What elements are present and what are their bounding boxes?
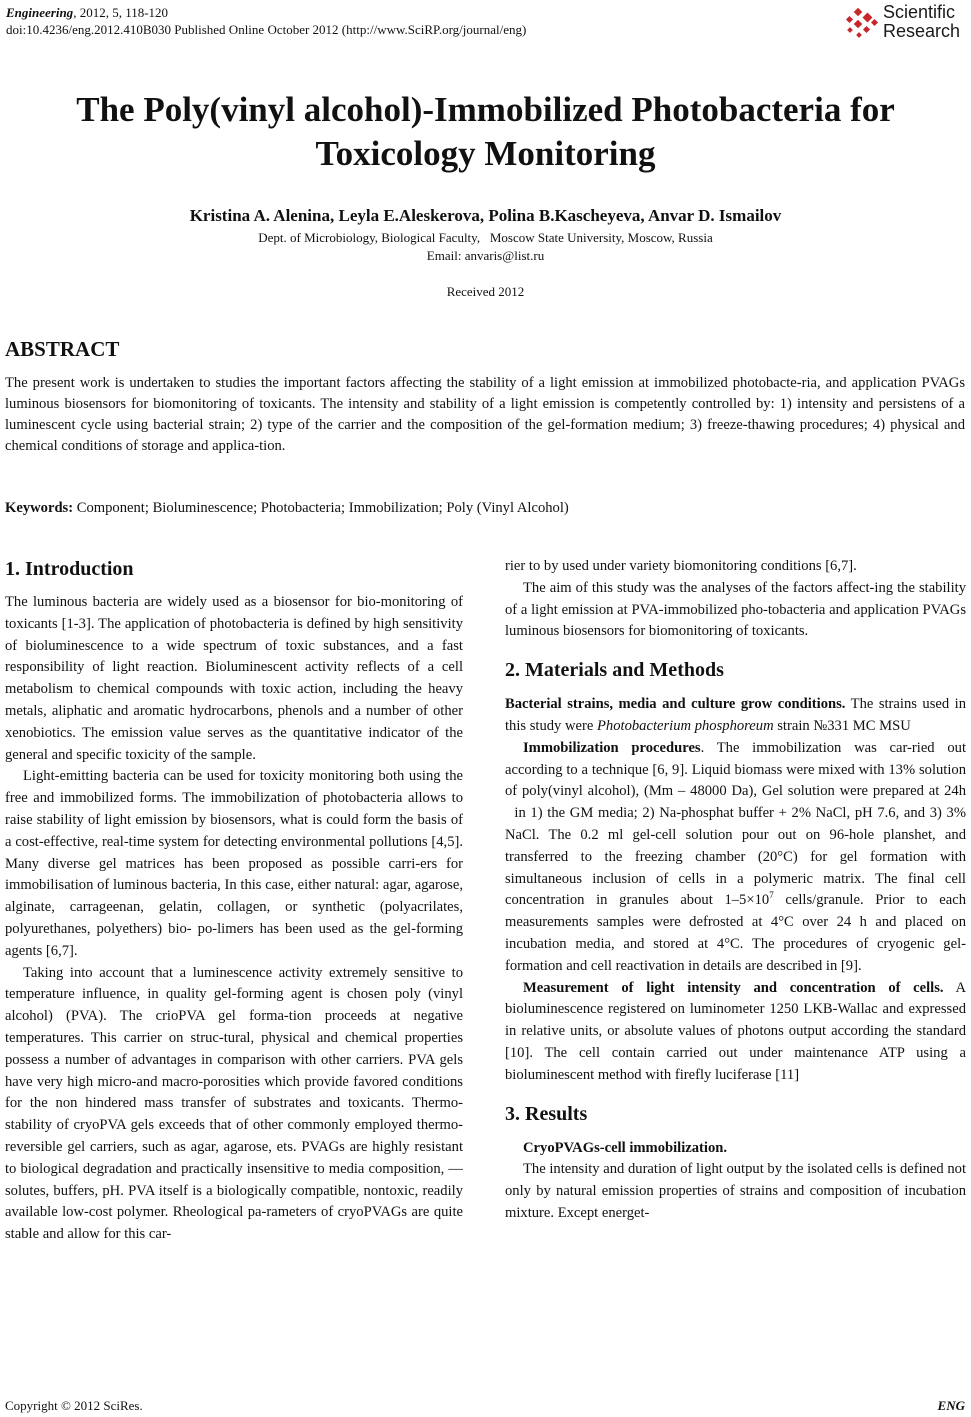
scientific-research-logo	[843, 2, 967, 42]
methods-strains	[505, 694, 966, 738]
logo-dots-icon	[843, 5, 881, 41]
methods-strains-bold: Bacterial strains, media and culture grow conditions.	[505, 696, 846, 713]
methods-immobilization-bold: Immobilization procedures	[523, 739, 701, 756]
journal-name: Engineering	[6, 5, 74, 20]
methods-heading: 2. Materials and Methods	[505, 659, 724, 682]
methods-strains-text: The strains used in this study were	[505, 696, 966, 734]
page-footer	[5, 1398, 965, 1414]
logo-line-1: Scientific	[883, 2, 956, 22]
received-date: Received 2012	[446, 284, 525, 299]
results-subheading-text: CryoPVAGs-cell immobilization.	[523, 1139, 728, 1156]
paper-title	[0, 88, 971, 176]
doi-line: doi:10.4236/eng.2012.410B030 Published Online October 2012 (http://www.SciRP.org/journal/eng)	[6, 22, 527, 37]
affiliation-block	[0, 229, 971, 265]
logo-line-2: Research	[883, 21, 961, 41]
title-line-2: Toxicology Monitoring	[315, 134, 656, 173]
footer-journal-abbr: ENG	[937, 1398, 965, 1413]
right-column	[505, 556, 966, 1225]
intro-paragraph-1: The luminous bacteria are widely used as a biosensor for bio-monitoring of toxicants [1-3]. The application of photobacteria is defined by high sensitivity of bioluminescence to a wide spectrum of toxic substances, and a fast responsibility of light reaction. Bioluminescent activity reflects of a cell metabolism to chemical compounds with toxic action, including the heavy metals, aliphatic and aromatic hydrocarbons, phenols and a number of other xenobiotics. The emission value serves as the quantitative indicator of the general and specific toxicity of the sample.	[5, 594, 463, 763]
copyright: Copyright © 2012 SciRes.	[5, 1398, 143, 1413]
intro-paragraph-3: Taking into account that a luminescence activity extremely sensitive to temperature influence, in quality gel-forming agent is chosen poly (vinyl alcohol) (PVA). The crioPVA gel forma-tion proceeds at negative temperatures. This carrier on struc-tural, physical and chemical properties possess a number of advantages in comparison with other carriers. PVA gels have very high micro-and macro-porosities which provide favored conditions for the non hindered mass transfer of substrates and toxicants. Thermo-stability of cryoPVA gels exceeds that of other commonly employed thermo-reversible gel carriers, such as agar, agarose, ets. PVAGs are highly resistant to biological degradation and practically insensitive to media composition, — solutes, buffers, pH. PVA itself is a biologically compatible, nontoxic, readily available low-cost polymer. Rheological pa-rameters of cryoPVAGs are quite stable and allow for this car-	[5, 964, 463, 1243]
methods-immobilization-text: . The immobilization was car-ried out according to a technique [6, 9]. Liquid biomass were mixed with 13% solution of poly(vinyl alcohol), (Mm – 48000 Da), Gel solution were prepared at 24h in 1) the GM media; 2) Na-phosphat buffer + 2% NaCl, pH 7.6, and 3) 3% NaCl. The 0.2 ml gel-cell solution pour out on 96-hole planshet, and transferred to the freezing chamber (20°C) for gel formation with simultaneous inclusion of cells in a polymeric matrix. The final cell concentration in granules about 1–5×10	[505, 739, 966, 909]
species-name: Photobacterium phosphoreum	[597, 717, 774, 734]
abstract-text: The present work is undertaken to studies the important factors affecting the stability of a light emission at immobilized photobacte-ria, and application PVAGs luminous biosensors for biomonitoring of toxicants. The intensity and stability of a light emission is competently controlled by: 1) intensity and persistens of a luminescent cycle using bacterial strain; 2) type of the carrier and the composition of the gel-formation medium; 3) freeze-thawing procedures; 4) physical and chemical conditions of storage and applica-tion.	[5, 375, 965, 454]
results-paragraph-1: The intensity and duration of light output by the isolated cells is defined not only by natural emission properties of strains and composition of incubation mixture. Except energet-	[505, 1161, 967, 1221]
intro-heading: 1. Introduction	[5, 558, 134, 580]
intro-paragraph-2: Light-emitting bacteria can be used for toxicity monitoring both using the free and immobilized forms. The immobilization of photobacteria allows to raise stability of light emission by biosensors, what is could form the basis of a cost-effective, real-time system for detecting environmental pollutions [4,5]. Many diverse gel matrices has been proposed as possible carri-ers for immobilisation of luminous bacteria, In this case, either natural: agar, agarose, alginate, carrageenan, gelatin, collagen, or synthetic (polyacrilates, polyurethanes, polyethers) bio- po-limers has been used as the gel-forming agents [6,7].	[5, 768, 463, 959]
authors: Kristina A. Alenina, Leyla E.Aleskerova, Polina B.Kascheyeva, Anvar D. Ismailov	[189, 206, 782, 225]
keywords-label: Keywords:	[5, 500, 74, 516]
results-heading: 3. Results	[505, 1102, 588, 1125]
methods-measurement	[505, 978, 966, 1087]
intro-paragraph-4: The aim of this study was the analyses of the factors affect-ing the stability of a light emission at PVA-immobilized pho-tobacteria and application PVAGs luminous biosensors for biomonitoring of toxicants.	[505, 579, 966, 640]
title-line-1: The Poly(vinyl alcohol)-Immobilized Photobacteria for	[76, 90, 895, 129]
methods-measurement-text: A bioluminescence registered on luminometer 1250 LKB-Wallac and expressed in relative units, or absolute values of photons output according the standard [10]. The cell contain carried out under maintenance ATP using a bioluminescent method with firefly luciferase [11]	[505, 979, 966, 1083]
abstract-heading: ABSTRACT	[5, 337, 120, 361]
intro-paragraph-3-cont: rier to by used under variety biomonitoring conditions [6,7].	[505, 558, 857, 574]
running-header	[6, 4, 526, 38]
left-column	[5, 556, 463, 1246]
journal-citation: , 2012, 5, 118-120	[73, 5, 169, 20]
affiliation: Dept. of Microbiology, Biological Faculty, Moscow State University, Moscow, Russia	[258, 230, 713, 245]
keywords	[5, 500, 569, 517]
email: Email: anvaris@list.ru	[426, 248, 545, 263]
methods-measurement-bold: Measurement of light intensity and concentration of cells.	[523, 979, 944, 996]
results-subheading	[505, 1138, 966, 1160]
methods-immobilization-end: cells/granule. Prior to each measurements samples were defrosted at 4°C over 24 h and placed on incubation media, and stored at 4°C. The procedures of cryogenic gel-formation and cell reactivation in details are described in [9].	[505, 892, 966, 974]
methods-immobilization	[505, 738, 966, 978]
methods-strains-end: strain №331 MC MSU	[773, 717, 911, 734]
keywords-text: Component; Bioluminescence; Photobacteria; Immobilization; Poly (Vinyl Alcohol)	[73, 500, 569, 516]
exponent: 7	[769, 890, 774, 901]
